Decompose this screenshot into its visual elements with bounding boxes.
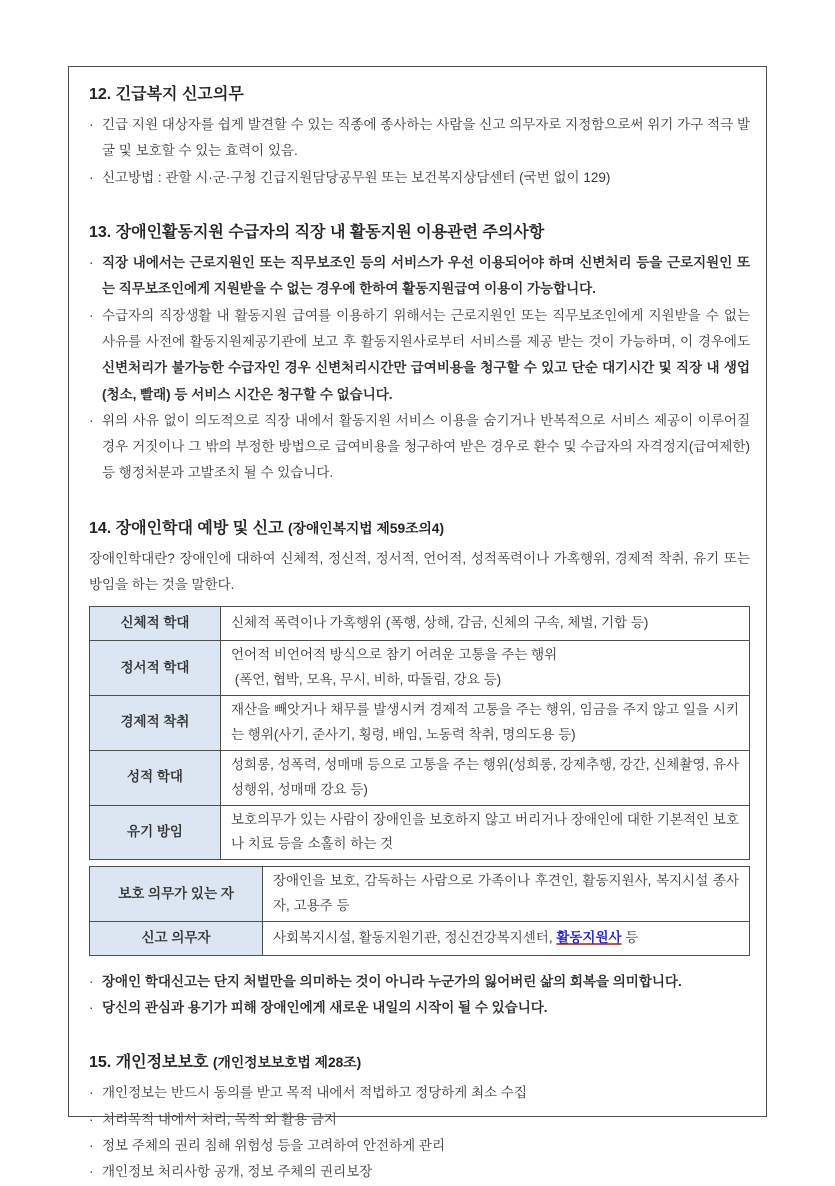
abuse-type-desc-line1: 언어적 비언어적 방식으로 참기 어려운 고통을 주는 행위 bbox=[231, 646, 558, 662]
bullet-text: 위의 사유 없이 의도적으로 직장 내에서 활동지원 서비스 이용을 숨기거나 반복적으로 서비스 제공이 이루어질 경우 거짓이나 그 밖의 부정한 방법으로 급여비용을 청구하여 받은 경우로 환수 및 수급자의 자격정지(급여제한) 등 행정처분과 고발조치 될 수 있습니다. bbox=[102, 412, 750, 481]
bullet-item bbox=[89, 969, 750, 995]
bullet-text: 당신의 관심과 용기가 피해 장애인에게 새로운 내일의 시작이 될 수 있습니다. bbox=[102, 1000, 548, 1015]
bullet-text: 장애인 학대신고는 단지 처벌만을 의미하는 것이 아니라 누군가의 잃어버린 삶의 회복을 의미합니다. bbox=[102, 973, 682, 989]
bullet-item bbox=[89, 408, 750, 487]
bullet-item bbox=[89, 1107, 750, 1133]
table-row-emotional-abuse bbox=[90, 640, 750, 695]
duty-label-cell: 보호 의무가 있는 자 bbox=[90, 867, 263, 922]
document-content bbox=[69, 67, 766, 1186]
bullet-text: 신고방법 : 관할 시·군·구청 긴급지원담당공무원 또는 보건복지상담센터 (국번 없이 129) bbox=[102, 169, 611, 185]
bullet-text-bold: 신변처리가 불가능한 수급자인 경우 신변처리시간만 급여비용을 청구할 수 있고 단순 대기시간 및 직장 내 생업(청소, 빨래) 등 서비스 시간은 청구할 수 없습니다. bbox=[102, 360, 750, 402]
section-14 bbox=[89, 517, 750, 1022]
abuse-type-label-cell: 정서적 학대 bbox=[90, 640, 221, 695]
bullet-item bbox=[89, 1133, 750, 1159]
duty-desc-post: 등 bbox=[621, 930, 639, 946]
table-row-report-duty bbox=[90, 922, 750, 955]
bullet-text bbox=[102, 303, 750, 408]
table-row-protection-duty bbox=[90, 867, 750, 922]
table-row-abandonment-neglect bbox=[90, 805, 750, 860]
bullet-dot: · bbox=[89, 412, 94, 428]
section-15 bbox=[89, 1051, 750, 1185]
abuse-type-desc-cell bbox=[221, 640, 750, 695]
bullet-item bbox=[89, 303, 750, 408]
duty-desc-cell: 장애인을 보호, 감독하는 사람으로 가족이나 후견인, 활동지원사, 복지시설 종사자, 고용주 등 bbox=[263, 867, 750, 922]
bullet-text: 정보 주체의 권리 침해 위험성 등을 고려하여 안전하게 관리 bbox=[102, 1137, 445, 1153]
bullet-item bbox=[89, 112, 750, 165]
bullet-dot: · bbox=[89, 1164, 94, 1180]
abuse-type-label-cell: 경제적 착취 bbox=[90, 695, 221, 750]
table-row-economic-exploitation bbox=[90, 695, 750, 750]
activity-assistant-link[interactable]: 활동지원사 bbox=[556, 930, 622, 946]
bullet-item bbox=[89, 165, 750, 191]
duty-table bbox=[89, 866, 750, 955]
section-15-heading bbox=[89, 1051, 750, 1075]
bullet-dot: · bbox=[89, 1137, 94, 1153]
bullet-item bbox=[89, 1159, 750, 1185]
table-row-physical-abuse bbox=[90, 607, 750, 640]
abuse-type-desc-cell: 재산을 빼앗거나 채무를 발생시켜 경제적 고통을 주는 행위, 임금을 주지 않고 일을 시키는 행위(사기, 준사기, 횡령, 배임, 노동력 착취, 명의도용 등) bbox=[221, 695, 750, 750]
page-border bbox=[68, 66, 767, 1180]
section-13 bbox=[89, 221, 750, 487]
section-14-heading-law: (장애인복지법 제59조의4) bbox=[288, 520, 445, 536]
bullet-item bbox=[89, 250, 750, 303]
section-14-heading-title: 14. 장애인학대 예방 및 신고 bbox=[89, 519, 284, 537]
bullet-dot: · bbox=[89, 117, 94, 132]
abuse-type-desc-line2: (폭언, 협박, 모욕, 무시, 비하, 따돌림, 강요 등) bbox=[231, 671, 502, 687]
bullet-text: 개인정보 처리사항 공개, 정보 주체의 권리보장 bbox=[102, 1164, 373, 1180]
duty-label-cell: 신고 의무자 bbox=[90, 922, 263, 955]
bullet-item bbox=[89, 995, 750, 1021]
bullet-dot: · bbox=[89, 1085, 94, 1101]
bullet-dot: · bbox=[89, 1111, 94, 1127]
bullet-dot: · bbox=[89, 169, 94, 185]
abuse-type-desc-cell: 보호의무가 있는 사람이 장애인을 보호하지 않고 버리거나 장애인에 대한 기본적인 보호나 치료 등을 소홀히 하는 것 bbox=[221, 805, 750, 860]
section-12 bbox=[89, 83, 750, 191]
duty-desc-pre: 사회복지시설, 활동지원기관, 정신건강복지센터, bbox=[273, 930, 557, 946]
bullet-text-regular: 수급자의 직장생활 내 활동지원 급여를 이용하기 위해서는 근로지원인 또는 직무보조인에게 지원받을 수 없는 사유를 사전에 활동지원제공기관에 보고 후 활동지원사로부터 서비스를 제공 받는 것이 가능하며, 이 경우에도 bbox=[102, 307, 750, 349]
section-12-heading: 12. 긴급복지 신고의무 bbox=[89, 86, 244, 103]
bullet-text: 직장 내에서는 근로지원인 또는 직무보조인 등의 서비스가 우선 이용되어야 하며 신변처리 등을 근로지원인 또는 직무보조인에게 지원받을 수 없는 경우에 한하여 활동지원급여 이용이 가능합니다. bbox=[102, 254, 750, 297]
section-15-heading-law: (개인정보보호법 제28조) bbox=[212, 1055, 362, 1071]
duty-desc-cell bbox=[263, 922, 750, 955]
bullet-text: 긴급 지원 대상자를 쉽게 발견할 수 있는 직종에 종사하는 사람을 신고 의무자로 지정함으로써 위기 가구 적극 발굴 및 보호할 수 있는 효력이 있음. bbox=[102, 117, 750, 159]
bullet-text: 개인정보는 반드시 동의를 받고 목적 내에서 적법하고 정당하게 최소 수집 bbox=[102, 1085, 527, 1101]
section-13-heading: 13. 장애인활동지원 수급자의 직장 내 활동지원 이용관련 주의사항 bbox=[89, 223, 545, 241]
bullet-dot: · bbox=[89, 973, 94, 989]
table-row-sexual-abuse bbox=[90, 750, 750, 805]
bullet-dot: · bbox=[89, 307, 94, 323]
abuse-type-desc-cell: 성희롱, 성폭력, 성매매 등으로 고통을 주는 행위(성희롱, 강제추행, 강간, 신체촬영, 유사성행위, 성매매 강요 등) bbox=[221, 750, 750, 805]
bullet-dot: · bbox=[89, 254, 94, 270]
bullet-dot: · bbox=[89, 1000, 94, 1015]
section-15-heading-title: 15. 개인정보보호 bbox=[89, 1054, 209, 1072]
abuse-type-desc-cell: 신체적 폭력이나 가혹행위 (폭행, 상해, 감금, 신체의 구속, 체벌, 기합 등) bbox=[221, 607, 750, 640]
abuse-types-table bbox=[89, 606, 750, 860]
abuse-definition-text: 장애인학대란? 장애인에 대하여 신체적, 정신적, 정서적, 언어적, 성적폭력이나 가혹행위, 경제적 착취, 유기 또는 방임을 하는 것을 말한다. bbox=[89, 550, 750, 593]
bullet-item bbox=[89, 1080, 750, 1106]
bullet-text: 처리목적 내에서 처리, 목적 외 활용 금지 bbox=[102, 1111, 337, 1127]
abuse-type-label-cell: 신체적 학대 bbox=[90, 607, 221, 640]
abuse-type-label-cell: 유기 방임 bbox=[90, 805, 221, 860]
section-14-heading bbox=[89, 517, 750, 541]
abuse-type-label-cell: 성적 학대 bbox=[90, 750, 221, 805]
